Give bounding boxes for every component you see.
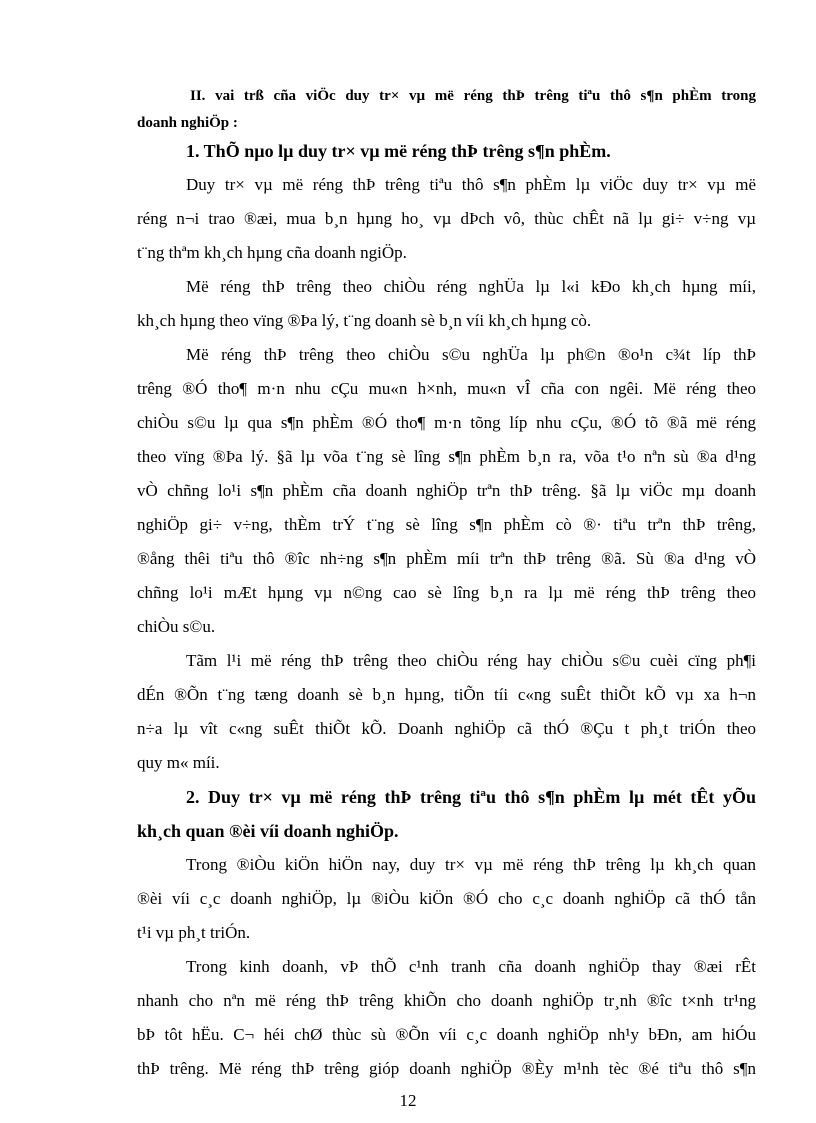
para3-line-6: nghiÖp gi÷ v÷ng, thÈm trÝ t¨ng sè lîng s¶n phÈm cò ®· tiªu trªn thÞ trêng, [137,515,756,534]
para4-line-4: quy m« míi. [137,753,220,772]
para3-line-4: theo vïng ®Þa lý. §ã lµ võa t¨ng sè lîng s¶n phÈm b¸n ra, võa t¹o nªn sù ®a d¹ng [137,447,756,466]
para2-line-2: kh¸ch hµng theo vïng ®Þa lý, t¨ng doanh sè b¸n víi kh¸ch hµng cò. [137,311,592,330]
heading-1: 1. ThÕ nµo lµ duy tr× vµ më réng thÞ trêng s¶n phÈm. [186,141,611,161]
para4-line-1: Tãm l¹i më réng thÞ trêng theo chiÒu réng hay chiÒu s©u cuèi cïng ph¶i [186,651,756,670]
page-number: 12 [399,1091,417,1110]
para6-line-4: thÞ trêng. Më réng thÞ trêng gióp doanh nghiÖp ®Èy m¹nh tèc ®é tiªu thô s¶n [137,1059,756,1078]
para3-line-3: chiÒu s©u lµ qua s¶n phÈm ®Ó tho¶ m·n tõng líp nhu cÇu, ®Ó tõ ®ã më réng [137,413,756,432]
para1-line-3: t¨ng thªm kh¸ch hµng cña doanh ngiÖp. [137,243,407,262]
para5-line-2: ®èi víi c¸c doanh nghiÖp, lµ ®iÒu kiÖn ®Ó cho c¸c doanh nghiÖp cã thÓ tån [137,889,756,908]
para3-line-8: chñng lo¹i mÆt hµng vµ n©ng cao sè lîng b¸n ra lµ më réng thÞ trêng theo [137,583,756,602]
para1-line-2: réng n¬i trao ®æi, mua b¸n hµng ho¸ vµ dÞch vô, thùc chÊt nã lµ gi÷ v÷ng vµ [137,209,756,228]
para4-line-3: n÷a lµ vît c«ng suÊt thiÕt kÕ. Doanh nghiÖp cã thÓ ®Çu t ph¸t triÓn theo [137,719,756,738]
section-heading-line-2: doanh nghiÖp : [137,115,238,131]
para1-line-1: Duy tr× vµ më réng thÞ trêng tiªu thô s¶n phÈm lµ viÖc duy tr× vµ më [186,175,756,194]
heading-2-line-1: 2. Duy tr× vµ më réng thÞ trêng tiªu thô s¶n phÈm lµ mét tÊt yÕu [186,787,756,807]
heading-2-line-2: kh¸ch quan ®èi víi doanh nghiÖp. [137,821,399,841]
para5-line-1: Trong ®iÒu kiÖn hiÖn nay, duy tr× vµ më réng thÞ trêng lµ kh¸ch quan [186,855,756,874]
para6-line-2: nhanh cho nªn më réng thÞ trêng khiÕn cho doanh nghiÖp tr¸nh ®îc t×nh tr¹ng [137,991,756,1010]
para3-line-9: chiÒu s©u. [137,617,216,636]
para5-line-3: t¹i vµ ph¸t triÓn. [137,923,251,942]
para2-line-1: Më réng thÞ trêng theo chiÒu réng nghÜa lµ l«i kÐo kh¸ch hµng míi, [186,277,756,296]
para3-line-2: trêng ®Ó tho¶ m·n nhu cÇu mu«n h×nh, mu«n vÎ cña con ngêi. Më réng theo [137,379,756,398]
para3-line-7: ®ång thêi tiªu thô ®îc nh÷ng s¶n phÈm míi trªn thÞ trêng ®ã. Sù ®a d¹ng vÒ [137,549,756,568]
para4-line-2: dÉn ®Õn t¨ng tæng doanh sè b¸n hµng, tiÕn tíi c«ng suÊt thiÕt kÕ vµ xa h¬n [137,685,756,704]
para3-line-1: Më réng thÞ trêng theo chiÒu s©u nghÜa lµ ph©n ®o¹n c¾t líp thÞ [186,345,756,364]
para6-line-1: Trong kinh doanh, vÞ thÕ c¹nh tranh cña doanh nghiÖp thay ®æi rÊt [186,957,756,976]
para3-line-5: vÒ chñng lo¹i s¶n phÈm cña doanh nghiÖp trªn thÞ trêng. §ã lµ viÖc mµ doanh [137,481,756,500]
para6-line-3: bÞ tôt hËu. C¬ héi chØ thùc sù ®Õn víi c¸c doanh nghiÖp nh¹y bÐn, am hiÓu [137,1025,756,1044]
section-heading-line-1: II. vai trß cña viÖc duy tr× vµ më réng thÞ trêng tiªu thô s¶n phÈm trong [190,88,756,104]
